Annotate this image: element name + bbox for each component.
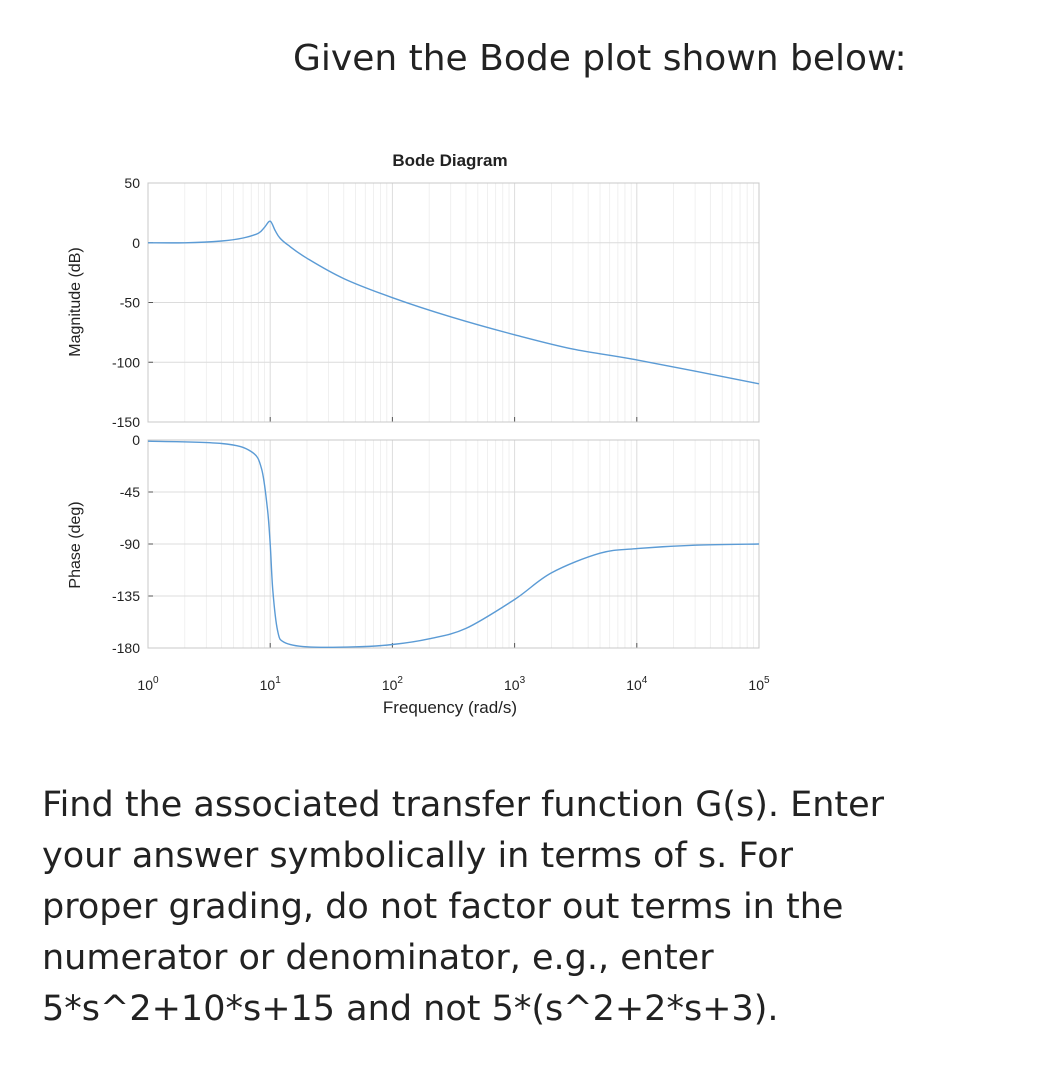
phase-y-ticks [112, 432, 140, 656]
x-tick-label: $10^0$ [137, 675, 159, 693]
y-tick-label: -90 [119, 536, 140, 552]
question-line: numerator or denominator, e.g., enter [42, 938, 714, 978]
x-tick-label: $10^3$ [504, 675, 526, 693]
x-tick-label: $10^5$ [748, 675, 770, 693]
question-line: 5*s^2+10*s+15 and not 5*(s^2+2*s+3). [42, 989, 779, 1029]
question-line: Find the associated transfer function G(s). Enter [42, 785, 885, 825]
y-tick-label: -100 [111, 354, 140, 371]
phase-axis-label: Phase (deg) [67, 501, 84, 589]
question-line: proper grading, do not factor out terms in the [42, 887, 844, 927]
y-tick-label: -45 [119, 484, 140, 500]
frequency-axis-label: Frequency (rad/s) [382, 698, 518, 717]
y-tick-label: -50 [119, 294, 140, 311]
x-tick-label: $10^4$ [626, 675, 648, 693]
y-tick-label: -180 [111, 640, 140, 656]
chart-title: Bode Diagram [392, 151, 508, 170]
magnitude-axis-label: Magnitude (dB) [67, 247, 84, 357]
magnitude-y-ticks [112, 175, 140, 430]
question-text [42, 780, 1002, 1035]
x-tick-label: $10^1$ [259, 675, 281, 693]
magnitude-grid [148, 183, 759, 422]
y-tick-label: 50 [124, 175, 140, 191]
phase-grid [148, 440, 759, 648]
y-tick-label: 0 [132, 432, 140, 448]
y-tick-label: 0 [132, 234, 140, 251]
y-tick-label: -135 [111, 588, 140, 604]
x-tick-label: $10^2$ [381, 675, 403, 693]
frequency-ticks [137, 675, 770, 693]
question-line: your answer symbolically in terms of s. For [42, 836, 794, 876]
intro-text: Given the Bode plot shown below: [293, 38, 907, 79]
y-tick-label: -150 [111, 414, 140, 430]
